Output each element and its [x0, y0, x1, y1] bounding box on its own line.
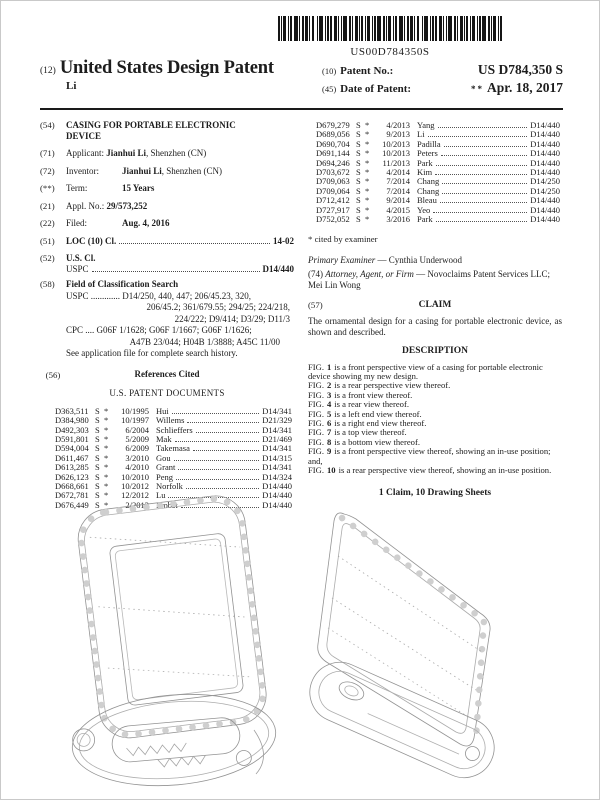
patent-reference-row: D626,123 S * 10/2010 Peng D14/324 [55, 471, 292, 482]
dotted-leader [193, 450, 259, 451]
patent-reference-row: D676,449 S * 2/2013 Probst D14/440 [55, 499, 292, 510]
attorney-firm: — Novoclaims Patent Services LLC; Mei Lin Wong [308, 269, 551, 290]
header-left [40, 58, 322, 98]
us-patent-documents-heading: U.S. PATENT DOCUMENTS [109, 388, 225, 399]
dotted-leader [442, 183, 527, 184]
dotted-leader [92, 271, 260, 272]
patent-no-value: US D784,350 S [477, 62, 563, 77]
column-right [308, 120, 562, 510]
patent-reference-row: D727,917 S * 4/2015 Yeo D14/440 [316, 204, 560, 215]
patent-reference-row: D611,467 S * 3/2010 Gou D14/315 [55, 452, 292, 463]
field-filed: (22) Filed: Aug. 4, 2016 [40, 218, 170, 229]
patent-reference-row: D690,704 S * 10/2013 Padilla D14/440 [316, 138, 560, 149]
body-columns [40, 120, 563, 510]
doc-type-tag: (12) [40, 66, 56, 76]
figure-rear-perspective-drawing [298, 492, 566, 800]
patent-reference-row: D689,056 S * 9/2013 Li D14/440 [316, 129, 560, 140]
claim-section-heading: (57) CLAIM [308, 300, 452, 311]
claims-sheets-footer: 1 Claim, 10 Drawing Sheets [378, 488, 492, 499]
field-classification-search: (58) Field of Classification Search USPC ............. D14/250, 440, 447; 206/45.23, 320, 206/45.2; 361/679.55; 294/25; 224/218, 224/222; D9/414; D3/29; D11/3 CPC .... G06F 1/1628; G06F 1/1667; G06F 1/1626; A47B 23/044; H04B 1/3888; A45C 11/00 See application file for complete search history. [40, 279, 294, 359]
description-heading: DESCRIPTION [402, 346, 468, 357]
inventor-name: Jianhui Li [122, 165, 162, 176]
patent-reference-row: D363,511 S * 10/1995 Hui D14/341 [55, 405, 292, 416]
dotted-leader [444, 146, 528, 147]
fig-description-line: FIG. 8 is a bottom view thereof. [308, 436, 420, 447]
references-cited-heading: (56) References Cited [45, 368, 200, 380]
fig-description-line: FIG. 4 is a rear view thereof. [308, 399, 409, 410]
patent-reference-row: D712,412 S * 9/2014 Bleau D14/440 [316, 195, 560, 206]
dotted-leader [178, 469, 259, 470]
date-text: Apr. 18, 2017 [486, 80, 563, 95]
patent-reference-row: D752,052 S * 3/2016 Park D14/440 [316, 214, 560, 225]
dotted-leader [442, 193, 527, 194]
dotted-leader [428, 136, 528, 137]
header [40, 58, 563, 98]
figure-descriptions [308, 363, 562, 476]
date-label: Date of Patent: [340, 83, 412, 95]
dotted-leader [440, 202, 527, 203]
dotted-leader [436, 221, 528, 222]
barcode [278, 16, 502, 58]
search-history-note: See application file for complete search history. [66, 348, 238, 359]
applicant-name: Jianhui Li [106, 148, 147, 159]
dotted-leader [119, 243, 270, 244]
page-title: United States Design Patent [59, 58, 274, 78]
fig-description-line: FIG. 2 is a rear perspective view thereof. [308, 380, 451, 391]
fig-description-line: FIG. 7 is a top view thereof. [308, 427, 407, 438]
date-of-patent-row [322, 80, 563, 96]
fig-description-line: FIG. 5 is a left end view thereof. [308, 408, 422, 419]
field-appl-no: (21) Appl. No.: 29/573,252 [40, 200, 148, 211]
cited-by-examiner-note: * cited by examiner [308, 234, 378, 245]
date-tag: (45) [322, 84, 337, 94]
patent-no-tag: (10) [322, 66, 337, 76]
field-inventor: (72) Inventor: Jianhui Li, Shenzhen (CN) [40, 165, 223, 176]
barcode-bars-image [278, 16, 502, 41]
dotted-leader [176, 479, 259, 480]
field-us-class: (52) U.S. Cl. USPC D14/440 [40, 253, 294, 274]
field-title: (54) CASING FOR PORTABLE ELECTRONIC DEVICE [40, 120, 294, 141]
inventor-surname: Li [66, 80, 77, 92]
figure-front-perspective-drawing [46, 492, 298, 800]
dotted-leader [172, 413, 260, 414]
term-stars: ** [470, 84, 484, 94]
fig-description-line: FIG. 10 is a rear perspective view thereof, showing an in-use position. [308, 465, 552, 476]
fig-description-line: FIG. 3 is a front view thereof. [308, 389, 413, 400]
patent-no-row [322, 62, 563, 78]
patent-reference-row: D384,980 S * 10/1997 Willems D21/329 [55, 415, 292, 426]
dotted-leader [433, 212, 527, 213]
field-applicant: (71) Applicant: Jianhui Li, Shenzhen (CN) [40, 148, 207, 159]
dotted-leader [436, 165, 528, 166]
dotted-leader [438, 127, 528, 128]
patent-reference-row: D694,246 S * 11/2013 Park D14/440 [316, 157, 560, 168]
claim-text: The ornamental design for a casing for portable electronic device, as shown and described. [308, 316, 562, 337]
patent-reference-row: D709,063 S * 7/2014 Chang D14/250 [316, 176, 560, 187]
dotted-leader [174, 460, 260, 461]
header-right [322, 58, 563, 98]
dotted-leader [196, 432, 260, 433]
ref-table-right [308, 121, 562, 224]
drawing-sheet [46, 492, 570, 800]
patent-reference-row: D492,303 S * 6/2004 Schlieffers D14/341 [55, 424, 292, 435]
fig-description-line: FIG. 6 is a right end view thereof. [308, 417, 427, 428]
patent-no-label: Patent No.: [340, 65, 394, 77]
date-value [471, 80, 563, 96]
dotted-leader [187, 422, 259, 423]
patent-reference-row: D668,661 S * 10/2012 Norfolk D14/440 [55, 481, 292, 492]
attorney-line: (74) Attorney, Agent, or Firm — Novoclaims Patent Services LLC; Mei Lin Wong [308, 269, 551, 290]
fig-description-line: FIG. 1 is a front perspective view of a casing for portable electronic device showing my new design. [308, 361, 543, 381]
filed-value: Aug. 4, 2016 [122, 218, 170, 229]
primary-examiner-line: Primary Examiner — Cynthia Underwood [308, 254, 462, 265]
appl-no-value: 29/573,252 [106, 200, 148, 211]
patent-reference-row: D679,279 S * 4/2013 Yang D14/440 [316, 120, 560, 130]
patent-reference-row: D672,781 S * 12/2012 Lu D14/440 [55, 490, 292, 501]
field-term: (**) Term: 15 Years [40, 183, 155, 194]
dotted-leader [441, 155, 527, 156]
term-value: 15 Years [122, 183, 155, 194]
fig-description-line: FIG. 9 is a front perspective view thereof, showing an in-use position; and, [308, 446, 551, 466]
invention-title: CASING FOR PORTABLE ELECTRONIC DEVICE [66, 120, 236, 141]
barcode-text: US00D784350S [350, 46, 430, 58]
column-left [40, 120, 294, 510]
dotted-leader [175, 441, 260, 442]
uspc-value: D14/440 [262, 263, 294, 274]
dotted-leader [186, 488, 259, 489]
header-rule [40, 108, 563, 110]
patent-reference-row: D591,801 S * 5/2009 Mak D21/469 [55, 434, 292, 445]
patent-reference-row: D613,285 S * 4/2010 Grant D14/341 [55, 462, 292, 473]
loc-class-value: 14-02 [273, 235, 294, 246]
patent-reference-row: D594,004 S * 6/2009 Takemasa D14/341 [55, 443, 292, 454]
field-loc-class: (51) LOC (10) Cl. 14-02 [40, 235, 294, 246]
patent-reference-row: D709,064 S * 7/2014 Chang D14/250 [316, 185, 560, 196]
patent-reference-row: D703,672 S * 4/2014 Kim D14/440 [316, 167, 560, 178]
dotted-leader [435, 174, 527, 175]
examiner-name: — Cynthia Underwood [375, 254, 462, 265]
patent-reference-row: D691,144 S * 10/2013 Peters D14/440 [316, 148, 560, 159]
